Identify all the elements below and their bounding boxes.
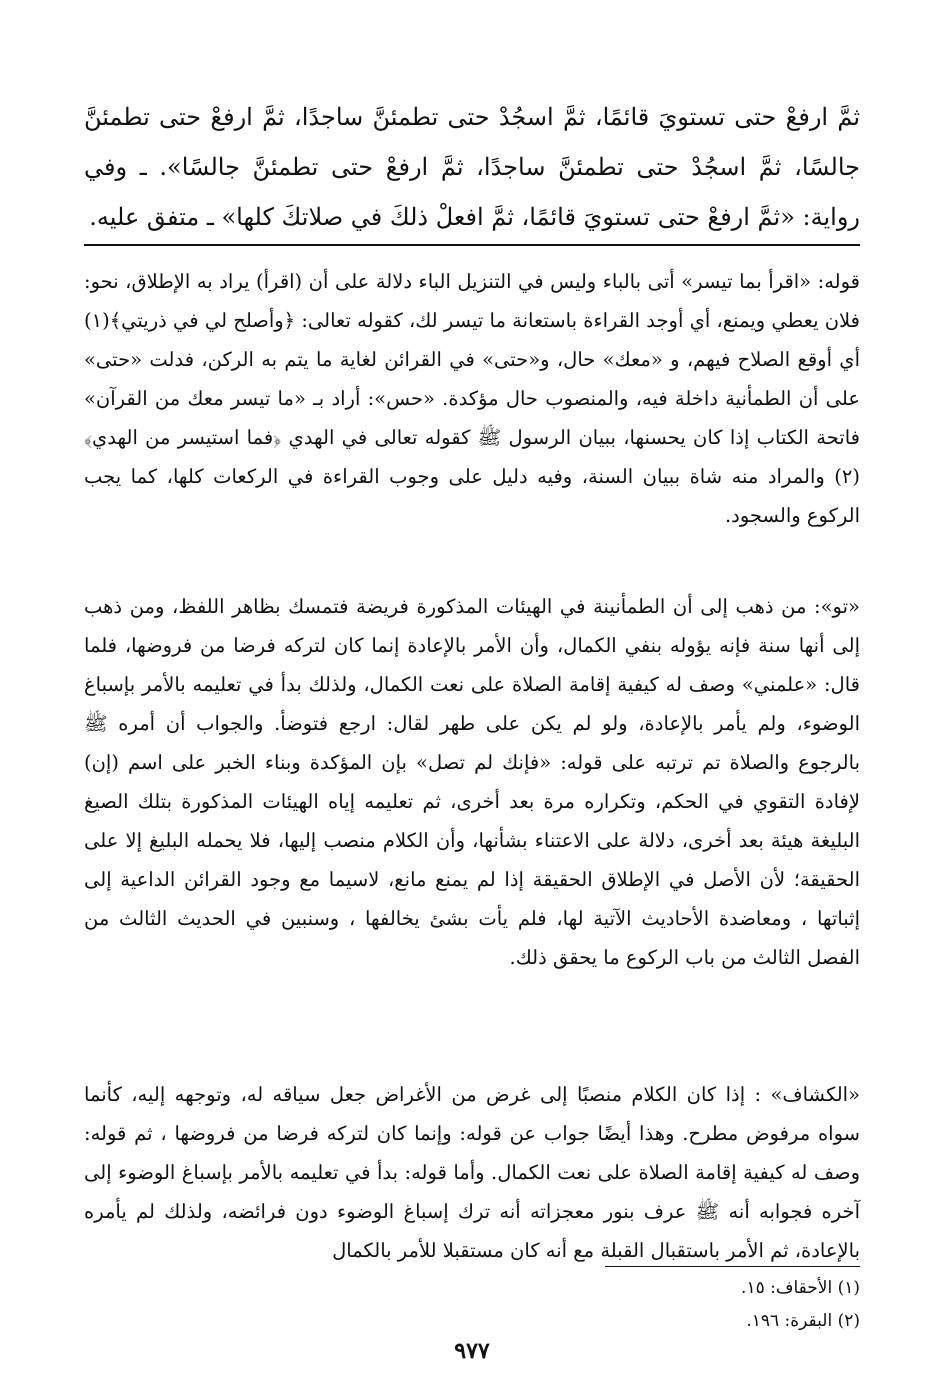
page-number: ٩٧٧ bbox=[454, 1338, 490, 1364]
hadith-text: ثمَّ ارفعْ حتى تستويَ قائمًا، ثمَّ اسجُدْ حتى تطمئنَّ ساجدًا، ثمَّ ارفعْ حتى تطمئنَّ جالسًا، ثمَّ اسجُدْ حتى تطمئنَّ ساجدًا، ثمَّ ارفعْ حتى تطمئنَّ جالسًا». ـ وفي رواية: «ثمَّ ارفعْ حتى تستويَ قائمًا، ثمَّ افعلْ ذلكَ في صلاتكَ كلها» ـ متفق عليه. bbox=[84, 103, 860, 231]
footnote-1: (١) الأحقاف: ١٥. bbox=[741, 1278, 860, 1298]
commentary-paragraph-1: قوله: «اقرأ بما تيسر» أتى بالباء وليس في التنزيل الباء دلالة على أن (اقرأ) يراد به الإطلاق، نحو: فلان يعطي ويمنع، أي أوجد القراءة باستعانة ما تيسر لك، كقوله تعالى: ﴿وأصلح لي في ذريتي﴾(١) أي أوقع الصلاح فيهم، و «معك» حال، و«حتى» في القرائن لغاية ما يتم به الركن، فدلت «حتى» على أن الطمأنية داخلة فيه، والمنصوب حال مؤكدة. «حس»: أراد بـ «ما تيسر معك من القرآن» فاتحة الكتاب إذا كان يحسنها، ببيان الرسول ﷺ كقوله تعالى في الهدي ﴿فما استيسر من الهدي﴾(٢) والمراد منه شاة ببيان السنة، وفيه دليل على وجوب القراءة في الركعات كلها، كما يجب الركوع والسجود. bbox=[84, 270, 860, 527]
commentary-paragraph-3: «الكشاف» : إذا كان الكلام منصبًا إلى غرض من الأغراض جعل سياقه له، وتوجهه إليه، كأنما سواه مرفوض مطرح. وهذا أيضًا جواب عن قوله: وإنما كان لتركه فرضا من فروضها ، ثم قوله: وصف له كيفية إقامة الصلاة على نعت الكمال. وأما قوله: بدأ في تعليمه بالأمر بإسباغ الوضوء إلى آخره فجوابه أنه ﷺ عرف بنور معجزاته أنه ترك إسباغ الوضوء دون فرائضه، ولذلك لم يأمره بالإعادة، ثم الأمر باستقبال القبلة مع أنه كان مستقبلا للأمر بالكمال bbox=[84, 1083, 860, 1262]
commentary-paragraph-2: «تو»: من ذهب إلى أن الطمأنينة في الهيئات المذكورة فريضة فتمسك بظاهر اللفظ، ومن ذهب إلى أنها سنة فإنه يؤوله بنفي الكمال، وأن الأمر بالإعادة إنما كان لتركه فرضا من فروضها، فلما قال: «علمني» وصف له كيفية إقامة الصلاة على نعت الكمال، ولذلك بدأ في تعليمه بالأمر بإسباغ الوضوء، ولم يأمر بالإعادة، ولو لم يكن على طهر لقال: ارجع فتوضأ. والجواب أن أمره ﷺ بالرجوع والصلاة تم ترتبه على قوله: «فإنك لم تصل» بإن المؤكدة وبناء الخبر على اسم (إن) لإفادة التقوي في الحكم، وتكراره مرة بعد أخرى، ثم تعليمه إياه الهيئات المذكورة بتلك الصيغ البليغة هيئة بعد أخرى، دلالة على الاعتناء بشأنها، وأن الكلام منصب إليها، فلا يحمله البليغ إلا على الحقيقة؛ لأن الأصل في الإطلاق الحقيقة إذا لم يمنع مانع، لاسيما مع وجود القرائن الداعية إلى إثباتها ، ومعاضدة الأحاديث الآتية لها، فلم يأت بشئ يخالفها ، وسنبين في الحديث الثالث من الفصل الثالث من باب الركوع ما يحقق ذلك. bbox=[84, 595, 860, 969]
footnote-divider bbox=[605, 1266, 860, 1267]
footnotes bbox=[84, 1272, 860, 1338]
footnote-2: (٢) البقرة: ١٩٦. bbox=[746, 1311, 860, 1331]
section-divider bbox=[84, 244, 860, 246]
